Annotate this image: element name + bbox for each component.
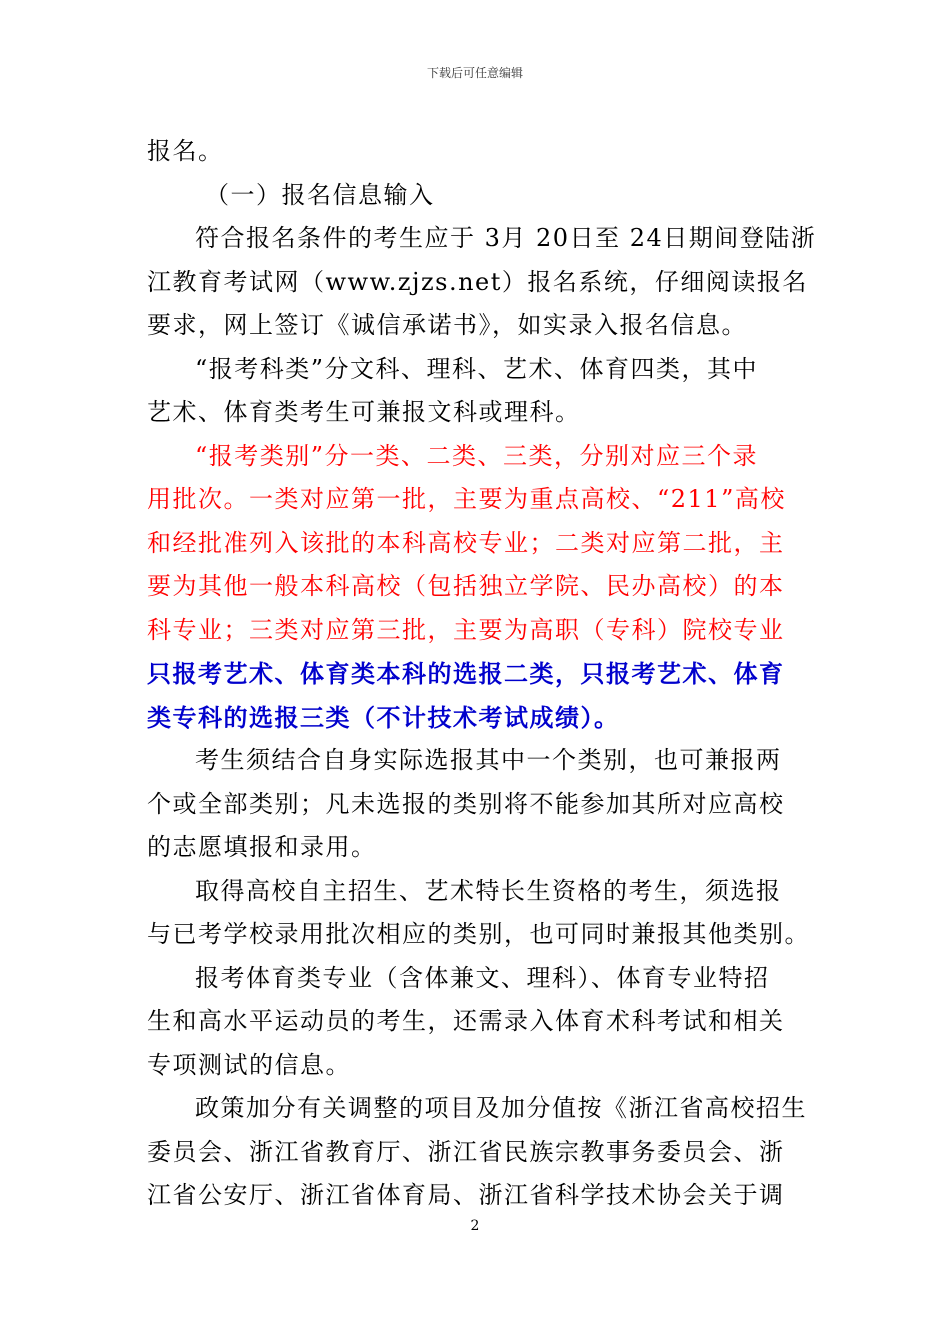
paragraph-line: 的志愿填报和录用。: [147, 833, 377, 861]
paragraph-line: 江教育考试网（www.zjzs.net）报名系统，仔细阅读报名: [147, 267, 808, 296]
section-heading: （一）报名信息输入: [205, 180, 435, 209]
paragraph-line: 个或全部类别；凡未选报的类别将不能参加其所对应高校: [147, 789, 785, 818]
paragraph-line: 考生须结合自身实际选报其中一个类别，也可兼报两: [195, 746, 782, 774]
paragraph-line: 报考体育类专业（含体兼文、理科）、体育专业特招: [195, 963, 770, 992]
red-paragraph-line: 要为其他一般本科高校（包括独立学院、民办高校）的本: [147, 572, 785, 600]
blue-bold-paragraph-line: 类专科的选报三类（不计技术考试成绩）。: [147, 702, 620, 732]
paragraph-line: 要求，网上签订《诚信承诺书》，如实录入报名信息。: [147, 311, 747, 339]
paragraph-line: 与已考学校录用批次相应的类别，也可同时兼报其他类别。: [147, 920, 810, 948]
page-number: 2: [470, 1218, 480, 1234]
red-paragraph-line: 科专业；三类对应第三批，主要为高职（专科）院校专业: [147, 615, 785, 644]
red-paragraph-line: 用批次。一类对应第一批，主要为重点高校、“211”高校: [147, 485, 786, 513]
red-paragraph-line: “报考类别”分一类、二类、三类，分别对应三个录: [195, 441, 759, 470]
paragraph-line: 艺术、体育类考生可兼报文科或理科。: [147, 398, 581, 426]
paragraph-line: 取得高校自主招生、艺术特长生资格的考生，须选报: [195, 876, 782, 905]
paragraph-line: 委员会、浙江省教育厅、浙江省民族宗教事务委员会、浙: [147, 1137, 785, 1166]
paragraph-line: 江省公安厅、浙江省体育局、浙江省科学技术协会关于调: [147, 1181, 785, 1209]
blue-bold-paragraph-line: 只报考艺术、体育类本科的选报二类，只报考艺术、体育: [147, 659, 785, 688]
paragraph-line: 生和高水平运动员的考生，还需录入体育术科考试和相关: [147, 1007, 785, 1035]
paragraph-line: 报名。: [147, 137, 224, 165]
paragraph-line: “报考科类”分文科、理科、艺术、体育四类，其中: [195, 354, 759, 383]
page-header: 下载后可任意编辑: [426, 66, 523, 80]
paragraph-line: 符合报名条件的考生应于 3月 20日至 24日期间登陆浙: [195, 224, 817, 252]
paragraph-line: 专项测试的信息。: [147, 1050, 351, 1079]
document-body: [147, 130, 817, 1218]
paragraph-line: 政策加分有关调整的项目及加分值按《浙江省高校招生: [195, 1094, 807, 1122]
red-paragraph-line: 和经批准列入该批的本科高校专业；二类对应第二批，主: [147, 528, 785, 557]
